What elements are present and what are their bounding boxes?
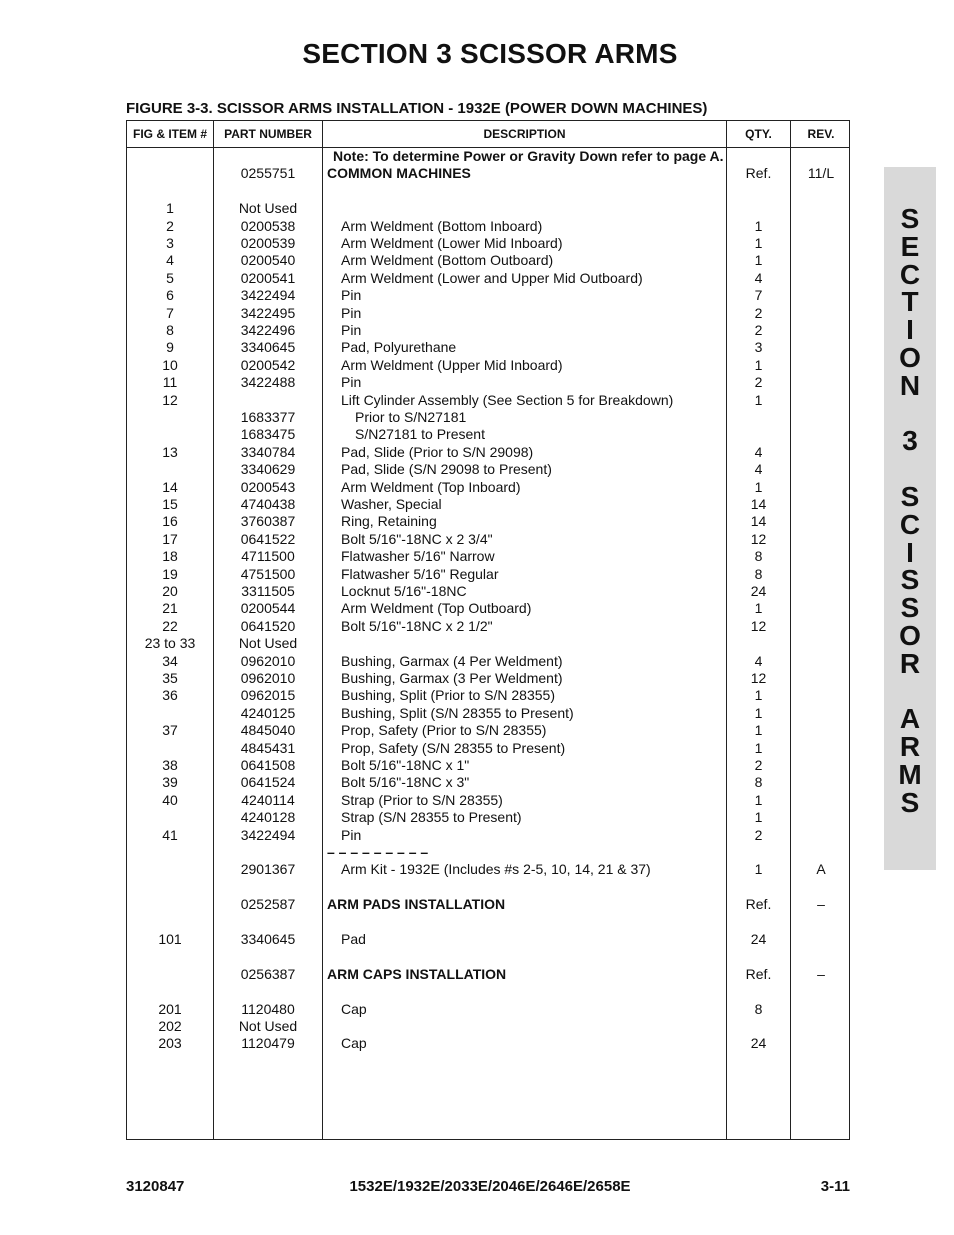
side-tab-letter: C	[899, 258, 921, 290]
qty-cell: 2	[754, 322, 763, 338]
table-row	[127, 200, 849, 217]
description-cell: Ring, Retaining	[341, 513, 437, 530]
fig-item-cell: 17	[162, 530, 178, 547]
description-cell: Washer, Special	[341, 496, 442, 512]
side-tab-letter: I	[906, 314, 914, 346]
part-number-cell: 3340784	[240, 443, 296, 460]
description-cell: Bushing, Garmax (4 Per Weldment)	[341, 652, 563, 669]
header-fig-item: FIG & ITEM #	[132, 127, 207, 141]
fig-item-cell: 7	[166, 304, 174, 321]
part-number-cell: 0962015	[240, 687, 296, 704]
description-cell: Arm Weldment (Lower Mid Inboard)	[341, 235, 563, 251]
qty-cell: 12	[750, 670, 767, 686]
section-side-tab	[884, 167, 936, 870]
qty-cell: 24	[750, 583, 767, 599]
fig-item-cell: 37	[162, 722, 178, 739]
part-number-cell: 3422488	[240, 374, 296, 391]
part-number-cell: 0200543	[240, 478, 296, 495]
description-cell: Arm Kit - 1932E (Includes #s 2-5, 10, 14, 21 & 37)	[341, 861, 651, 878]
side-tab-letter: S	[900, 592, 920, 624]
description-cell: Note: To determine Power or Gravity Down refer to page A.	[333, 148, 724, 164]
header-rev: REV.	[807, 127, 835, 141]
qty-cell: 24	[750, 931, 767, 947]
part-number-cell: 3422494	[240, 287, 296, 304]
side-tab-letter: T	[901, 286, 919, 318]
table-row	[127, 879, 849, 896]
description-cell: Arm Weldment (Top Outboard)	[341, 600, 532, 617]
fig-item-cell: 22	[162, 617, 178, 634]
side-tab-letter: O	[899, 342, 921, 373]
table-row	[127, 635, 849, 652]
fig-item-cell: 5	[166, 269, 174, 286]
qty-cell: 12	[750, 530, 767, 547]
footer-doc-number: 3120847	[126, 1178, 185, 1195]
part-number-cell: Not Used	[238, 1018, 298, 1034]
qty-cell: 1	[754, 235, 763, 251]
part-number-cell: 3422496	[240, 322, 296, 338]
table-row	[127, 392, 849, 409]
description-cell: Prop, Safety (S/N 28355 to Present)	[341, 739, 566, 756]
fig-item-cell: 13	[162, 443, 178, 460]
qty-cell: 2	[754, 304, 763, 321]
part-number-cell: Not Used	[238, 635, 298, 652]
description-cell: Prior to S/N27181	[355, 409, 467, 425]
qty-cell: 1	[754, 704, 763, 721]
part-number-cell: 1120480	[241, 1000, 295, 1017]
part-number-cell: 3340645	[240, 339, 296, 356]
table-row	[127, 374, 849, 391]
part-number-cell: 0255751	[240, 165, 296, 182]
description-cell: ARM PADS INSTALLATION	[327, 896, 506, 913]
rev-cell: –	[817, 896, 825, 913]
qty-cell: 4	[754, 443, 763, 460]
table-row	[127, 809, 849, 826]
part-number-cell: 4240114	[241, 791, 295, 808]
qty-cell: 1	[754, 252, 763, 269]
description-cell: – – – – – – – – –	[327, 844, 429, 860]
side-tab-letter: S	[900, 203, 920, 234]
qty-cell: 1	[754, 600, 763, 617]
description-cell: Bolt 5/16"-18NC x 2 1/2"	[341, 617, 493, 634]
table-header	[127, 121, 849, 148]
table-row	[127, 670, 849, 687]
table-row	[127, 705, 849, 722]
table-row	[127, 426, 849, 443]
fig-item-cell: 9	[166, 339, 174, 356]
table-row	[127, 148, 849, 165]
part-number-cell: 0200544	[240, 600, 296, 617]
description-cell: Arm Weldment (Top Inboard)	[341, 478, 521, 495]
footer-page-number: 3-11	[820, 1178, 850, 1195]
table-row	[127, 252, 849, 269]
side-tab-letter: N	[899, 369, 921, 401]
table-row	[127, 1018, 849, 1035]
qty-cell: 1	[754, 478, 763, 495]
qty-cell: 1	[754, 809, 763, 826]
part-number-cell: 0641520	[240, 617, 296, 634]
side-tab-letter: O	[899, 620, 921, 651]
description-cell: Cap	[341, 1000, 367, 1017]
description-cell: Bolt 5/16"-18NC x 3"	[341, 774, 470, 791]
qty-cell: Ref.	[745, 896, 772, 913]
fig-item-cell: 40	[162, 791, 178, 808]
table-row	[127, 165, 849, 182]
fig-item-cell: 101	[158, 931, 182, 947]
side-tab-letter: S	[900, 564, 920, 596]
table-row	[127, 931, 849, 948]
part-number-cell: 4240128	[240, 809, 296, 826]
qty-cell: 7	[754, 287, 763, 304]
description-cell: Strap (Prior to S/N 28355)	[341, 791, 503, 808]
qty-cell: 8	[754, 774, 763, 791]
part-number-cell: 1120479	[241, 1035, 295, 1052]
table-row	[127, 270, 849, 287]
part-number-cell: 4845431	[240, 739, 296, 756]
table-row	[127, 409, 849, 426]
fig-item-cell: 11	[162, 374, 178, 391]
qty-cell: 1	[754, 791, 763, 808]
qty-cell: 3	[754, 339, 763, 356]
table-row	[127, 548, 849, 565]
part-number-cell: 0200542	[240, 356, 296, 373]
fig-item-cell: 19	[162, 565, 178, 582]
table-row	[127, 740, 849, 757]
fig-item-cell: 15	[162, 496, 178, 512]
table-row	[127, 496, 849, 513]
part-number-cell: 0641524	[240, 774, 296, 791]
part-number-cell: 1683377	[240, 409, 296, 425]
description-cell: Cap	[341, 1035, 367, 1052]
qty-cell: 2	[754, 757, 763, 773]
description-cell: Bushing, Garmax (3 Per Weldment)	[341, 670, 563, 686]
fig-item-cell: 23 to 33	[144, 635, 196, 652]
part-number-cell: 0962010	[240, 670, 296, 686]
fig-item-cell: 34	[162, 652, 178, 669]
table-row	[127, 461, 849, 478]
qty-cell: 1	[754, 391, 763, 408]
fig-item-cell: 201	[158, 1000, 182, 1017]
figure-caption: FIGURE 3-3. SCISSOR ARMS INSTALLATION - 1932E (POWER DOWN MACHINES)	[126, 100, 708, 117]
qty-cell: 4	[754, 461, 763, 478]
description-cell: Pin	[341, 826, 362, 843]
side-tab-letter: R	[899, 647, 921, 679]
table-row	[127, 357, 849, 374]
part-number-cell: 0200538	[240, 217, 296, 234]
description-cell: Pad, Slide (S/N 29098 to Present)	[341, 461, 552, 478]
side-tab-letter: E	[900, 230, 920, 262]
description-cell: Flatwasher 5/16" Regular	[341, 565, 499, 582]
fig-item-cell: 6	[166, 287, 174, 304]
table-row	[127, 687, 849, 704]
part-number-cell: 0252587	[240, 896, 296, 913]
header-part-number: PART NUMBER	[224, 127, 312, 141]
fig-item-cell: 38	[162, 757, 178, 773]
table-row	[127, 235, 849, 252]
description-cell: Bushing, Split (Prior to S/N 28355)	[341, 687, 555, 704]
table-row	[127, 896, 849, 913]
fig-item-cell: 3	[166, 235, 174, 251]
table-row	[127, 600, 849, 617]
table-row	[127, 322, 849, 339]
table-row	[127, 861, 849, 878]
header-description: DESCRIPTION	[483, 127, 566, 141]
description-cell: Pad, Slide (Prior to S/N 29098)	[341, 443, 534, 460]
description-cell: ARM CAPS INSTALLATION	[327, 965, 507, 982]
side-tab-letter: M	[898, 759, 922, 790]
fig-item-cell: 2	[166, 217, 174, 234]
table-row	[127, 305, 849, 322]
fig-item-cell: 14	[162, 478, 178, 495]
fig-item-cell: 36	[162, 687, 178, 704]
description-cell: Flatwasher 5/16" Narrow	[341, 548, 495, 565]
side-tab-letter: I	[906, 536, 914, 568]
part-number-cell: 4240125	[240, 704, 296, 721]
fig-item-cell: 4	[166, 252, 174, 269]
description-cell: Arm Weldment (Bottom Outboard)	[341, 252, 554, 269]
description-cell: Lift Cylinder Assembly (See Section 5 for Breakdown)	[341, 391, 674, 408]
qty-cell: 1	[754, 722, 763, 739]
description-cell: Strap (S/N 28355 to Present)	[341, 809, 522, 826]
fig-item-cell: 1	[166, 200, 174, 217]
description-cell: COMMON MACHINES	[327, 165, 471, 182]
description-cell: Bushing, Split (S/N 28355 to Present)	[341, 704, 574, 721]
side-tab-letter: S	[900, 481, 920, 512]
description-cell: Pad	[341, 931, 366, 947]
side-tab-letter: 3	[902, 425, 918, 457]
part-number-cell: 3311505	[241, 583, 295, 599]
part-number-cell: 0641508	[240, 757, 296, 773]
qty-cell: 4	[754, 652, 763, 669]
table-row	[127, 583, 849, 600]
fig-item-cell: 35	[162, 670, 178, 686]
section-title: SECTION 3 SCISSOR ARMS	[302, 38, 678, 69]
fig-item-cell: 18	[162, 548, 178, 565]
rev-cell: A	[816, 861, 826, 878]
part-number-cell: 0962010	[240, 652, 296, 669]
table-row	[127, 1001, 849, 1018]
fig-item-cell: 39	[162, 774, 178, 791]
table-row	[127, 914, 849, 931]
table-row	[127, 444, 849, 461]
part-number-cell: 0200541	[240, 269, 296, 286]
qty-cell: 1	[754, 687, 763, 704]
table-row	[127, 287, 849, 304]
description-cell: Arm Weldment (Bottom Inboard)	[341, 217, 543, 234]
table-row	[127, 1035, 849, 1052]
description-cell: S/N27181 to Present	[355, 426, 485, 443]
part-number-cell: 3340645	[240, 931, 296, 947]
fig-item-cell: 203	[158, 1035, 182, 1052]
table-row	[127, 948, 849, 965]
table-row	[127, 983, 849, 1000]
table-row	[127, 218, 849, 235]
qty-cell: 1	[754, 739, 763, 756]
qty-cell: 4	[754, 269, 763, 286]
table-row	[127, 531, 849, 548]
side-tab-letter: R	[899, 731, 921, 763]
description-cell: Bolt 5/16"-18NC x 2 3/4"	[341, 530, 493, 547]
fig-item-cell: 8	[166, 322, 174, 338]
fig-item-cell: 21	[162, 600, 178, 617]
part-number-cell: 2901367	[240, 861, 296, 878]
table-row	[127, 566, 849, 583]
rev-cell: –	[817, 965, 825, 982]
part-number-cell: 4711500	[241, 548, 295, 565]
part-number-cell: 3422495	[240, 304, 296, 321]
rev-cell: 11/L	[807, 165, 835, 182]
table-row	[127, 479, 849, 496]
part-number-cell: 4845040	[240, 722, 296, 739]
qty-cell: 14	[750, 513, 767, 530]
part-number-cell: 4751500	[240, 565, 296, 582]
qty-cell: Ref.	[745, 965, 772, 982]
description-cell: Arm Weldment (Upper Mid Inboard)	[341, 356, 563, 373]
qty-cell: 8	[754, 565, 763, 582]
side-tab-letter: S	[900, 786, 920, 818]
description-cell: Pin	[341, 287, 362, 304]
description-cell: Locknut 5/16"-18NC	[341, 583, 467, 599]
qty-cell: 2	[754, 374, 763, 391]
part-number-cell: 0200540	[240, 252, 296, 269]
qty-cell: 24	[750, 1035, 767, 1052]
footer-models: 1532E/1932E/2033E/2046E/2646E/2658E	[349, 1178, 631, 1195]
parts-table	[126, 120, 850, 1140]
header-qty: QTY.	[745, 127, 772, 141]
part-number-cell: 3340629	[240, 461, 296, 478]
table-row	[127, 339, 849, 356]
description-cell: Pad, Polyurethane	[341, 339, 457, 356]
description-cell: Bolt 5/16"-18NC x 1"	[341, 757, 470, 773]
description-cell: Pin	[341, 322, 362, 338]
table-row	[127, 792, 849, 809]
qty-cell: 1	[754, 356, 763, 373]
part-number-cell: 4740438	[240, 496, 296, 512]
table-row	[127, 183, 849, 200]
fig-item-cell: 202	[158, 1018, 182, 1034]
description-cell: Pin	[341, 374, 362, 391]
table-row	[127, 827, 849, 844]
part-number-cell: 0641522	[240, 530, 296, 547]
part-number-cell: 3760387	[240, 513, 296, 530]
part-number-cell: 0200539	[240, 235, 296, 251]
qty-cell: 8	[754, 1000, 763, 1017]
table-row	[127, 722, 849, 739]
side-tab-letter: A	[899, 703, 921, 735]
qty-cell: 1	[754, 861, 763, 878]
qty-cell: 1	[754, 217, 763, 234]
fig-item-cell: 12	[162, 391, 178, 408]
fig-item-cell: 10	[162, 356, 178, 373]
fig-item-cell: 20	[162, 583, 178, 599]
table-row	[127, 513, 849, 530]
part-number-cell: 1683475	[240, 426, 296, 443]
description-cell: Prop, Safety (Prior to S/N 28355)	[341, 722, 547, 739]
side-tab-letter: C	[899, 508, 921, 540]
table-row	[127, 618, 849, 635]
qty-cell: 2	[754, 826, 763, 843]
qty-cell: 14	[750, 496, 767, 512]
table-row	[127, 653, 849, 670]
fig-item-cell: 16	[162, 513, 178, 530]
qty-cell: 12	[750, 617, 767, 634]
description-cell: Arm Weldment (Lower and Upper Mid Outboard)	[341, 269, 643, 286]
qty-cell: Ref.	[745, 165, 772, 182]
part-number-cell: Not Used	[238, 200, 298, 217]
table-row	[127, 757, 849, 774]
part-number-cell: 3422494	[240, 826, 296, 843]
description-cell: Pin	[341, 304, 362, 321]
table-row	[127, 844, 849, 861]
table-row	[127, 774, 849, 791]
qty-cell: 8	[754, 548, 763, 565]
part-number-cell: 0256387	[240, 965, 296, 982]
table-row	[127, 966, 849, 983]
fig-item-cell: 41	[162, 826, 178, 843]
